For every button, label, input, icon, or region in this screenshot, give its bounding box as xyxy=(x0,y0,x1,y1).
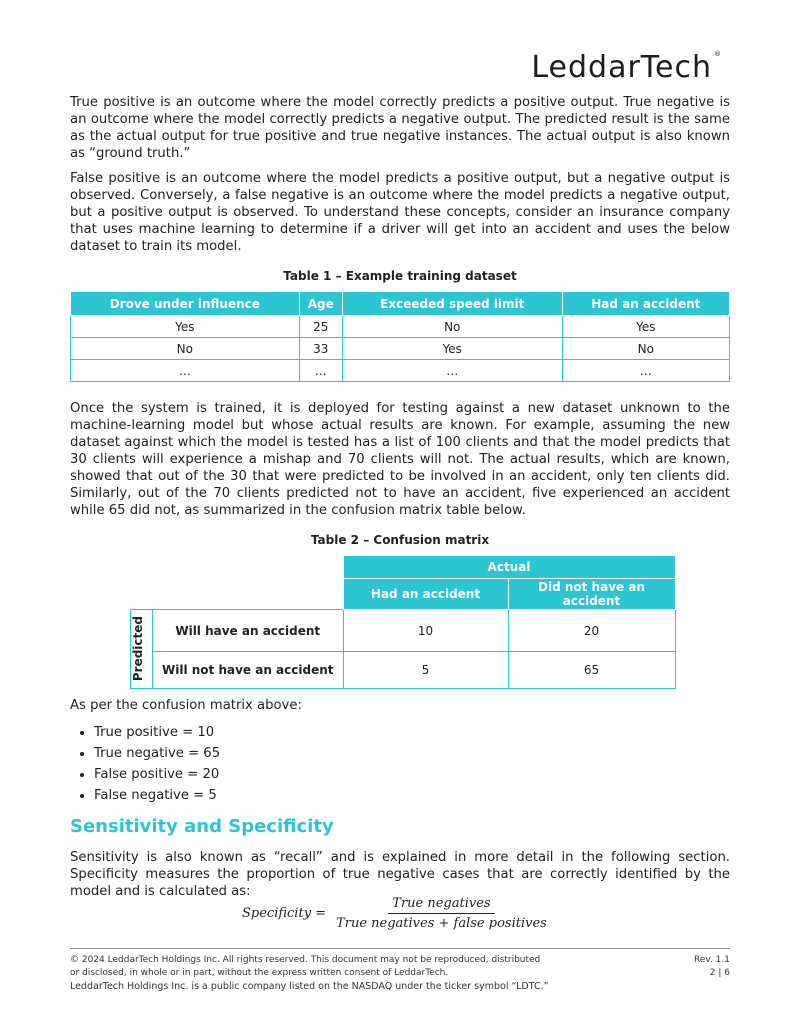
table-cell: Yes xyxy=(342,338,562,360)
leddartech-logo xyxy=(531,50,722,85)
list-item: • False negative = 5 xyxy=(94,785,730,806)
formula-lhs: Specificity = xyxy=(242,906,327,921)
column-header: Had an accident xyxy=(343,579,508,610)
list-item: • True positive = 10 xyxy=(94,722,730,743)
footer-right xyxy=(694,954,730,980)
paragraph-false-positive: False positive is an outcome where the model predicts a positive output, but a negative output is observed. Conversely, a false negative is an outcome where the model predicts a negative output, but a positive output is observed. To understand these concepts, consider an insurance company that uses machine learning to determine if a driver will get into an accident and uses the below dataset to train its model. xyxy=(70,171,730,254)
matrix-cell: 10 xyxy=(343,610,508,652)
table-cell: No xyxy=(71,338,300,360)
page-footer xyxy=(70,948,730,993)
predicted-label-cell xyxy=(131,610,153,689)
table-cell: 25 xyxy=(299,316,342,338)
page-number: 2 | 6 xyxy=(709,968,730,978)
footer-copyright-line2: or disclosed, in whole or in part, without the express written consent of LeddarTech. xyxy=(70,968,449,978)
revision: Rev. 1.1 xyxy=(693,955,730,965)
table2-caption: Table 2 – Confusion matrix xyxy=(310,533,490,547)
column-header: Did not have an accident xyxy=(508,579,675,610)
table-cell: … xyxy=(342,360,562,382)
table-cell: … xyxy=(299,360,342,382)
blank-cell xyxy=(153,579,344,610)
predicted-label: Predicted xyxy=(131,616,145,682)
matrix-cell: 65 xyxy=(508,652,675,689)
formula-denominator: True negatives + false positives xyxy=(336,916,547,931)
section-heading: Sensitivity and Specificity xyxy=(70,816,334,837)
actual-header: Actual xyxy=(343,556,675,579)
table1-caption: Table 1 – Example training dataset xyxy=(283,269,517,283)
document-body xyxy=(70,94,730,908)
blank-cell xyxy=(131,579,153,610)
blank-cell xyxy=(153,556,344,579)
outcome-list xyxy=(70,722,730,806)
blank-cell xyxy=(131,556,153,579)
row-header: Will have an accident xyxy=(153,610,344,652)
paragraph-as-per: As per the confusion matrix above: xyxy=(70,698,302,713)
footer-nasdaq-line: LeddarTech Holdings Inc. is a public company listed on the NASDAQ under the ticker symbol “LDTC.” xyxy=(70,981,549,992)
table-cell: No xyxy=(562,338,729,360)
column-header: Age xyxy=(299,292,342,316)
table-row xyxy=(71,338,730,360)
paragraph-testing: Once the system is trained, it is deployed for testing against a new dataset unknown to the machine-learning model but whose actual results are known. For example, assuming the new dataset against which the model is tested has a list of 100 clients and that the model predicts that 30 clients will experience a mishap and 70 clients will not. The actual results, which are known, showed that out of the 30 that were predicted to be involved in an accident, only ten clients did. Similarly, out of the 70 clients predicted not to have an accident, five experienced an accident while 65 did not, as summarized in the confusion matrix table below. xyxy=(70,401,730,518)
matrix-cell: 20 xyxy=(508,610,675,652)
paragraph-true-positive: True positive is an outcome where the model correctly predicts a positive output. True negative is an outcome where the model correctly predicts a negative output. The predicted result is the same as the actual output for true positive and true negative instances. The actual output is also known as “ground truth.” xyxy=(70,95,730,161)
list-item: • False positive = 20 xyxy=(94,764,730,785)
registered-mark: ® xyxy=(714,50,722,58)
table-cell: Yes xyxy=(71,316,300,338)
column-header: Drove under influence xyxy=(71,292,300,316)
table-cell: No xyxy=(342,316,562,338)
list-item: • True negative = 65 xyxy=(94,743,730,764)
formula-numerator: True negatives xyxy=(388,896,494,914)
matrix-cell: 5 xyxy=(343,652,508,689)
row-header: Will not have an accident xyxy=(153,652,344,689)
table-header-row xyxy=(71,292,730,316)
column-header: Had an accident xyxy=(562,292,729,316)
specificity-formula xyxy=(242,896,551,931)
table-row xyxy=(71,360,730,382)
table-cell: 33 xyxy=(299,338,342,360)
confusion-matrix-table xyxy=(130,555,676,689)
column-header: Exceeded speed limit xyxy=(342,292,562,316)
paragraph-sensitivity: Sensitivity is also known as “recall” and is explained in more detail in the following section. Specificity measures the proportion of true negative cases that are correctly identified by the model and is calculated as: xyxy=(70,850,730,899)
confusion-matrix xyxy=(70,555,730,682)
footer-copyright-line1: © 2024 LeddarTech Holdings Inc. All rights reserved. This document may not be reproduced, distributed xyxy=(70,955,541,965)
logo-text: LeddarTech xyxy=(531,50,712,85)
table-cell: … xyxy=(71,360,300,382)
formula-fraction xyxy=(332,896,551,931)
training-dataset-table xyxy=(70,291,730,382)
table-cell: Yes xyxy=(562,316,729,338)
table-row xyxy=(71,316,730,338)
table-cell: … xyxy=(562,360,729,382)
